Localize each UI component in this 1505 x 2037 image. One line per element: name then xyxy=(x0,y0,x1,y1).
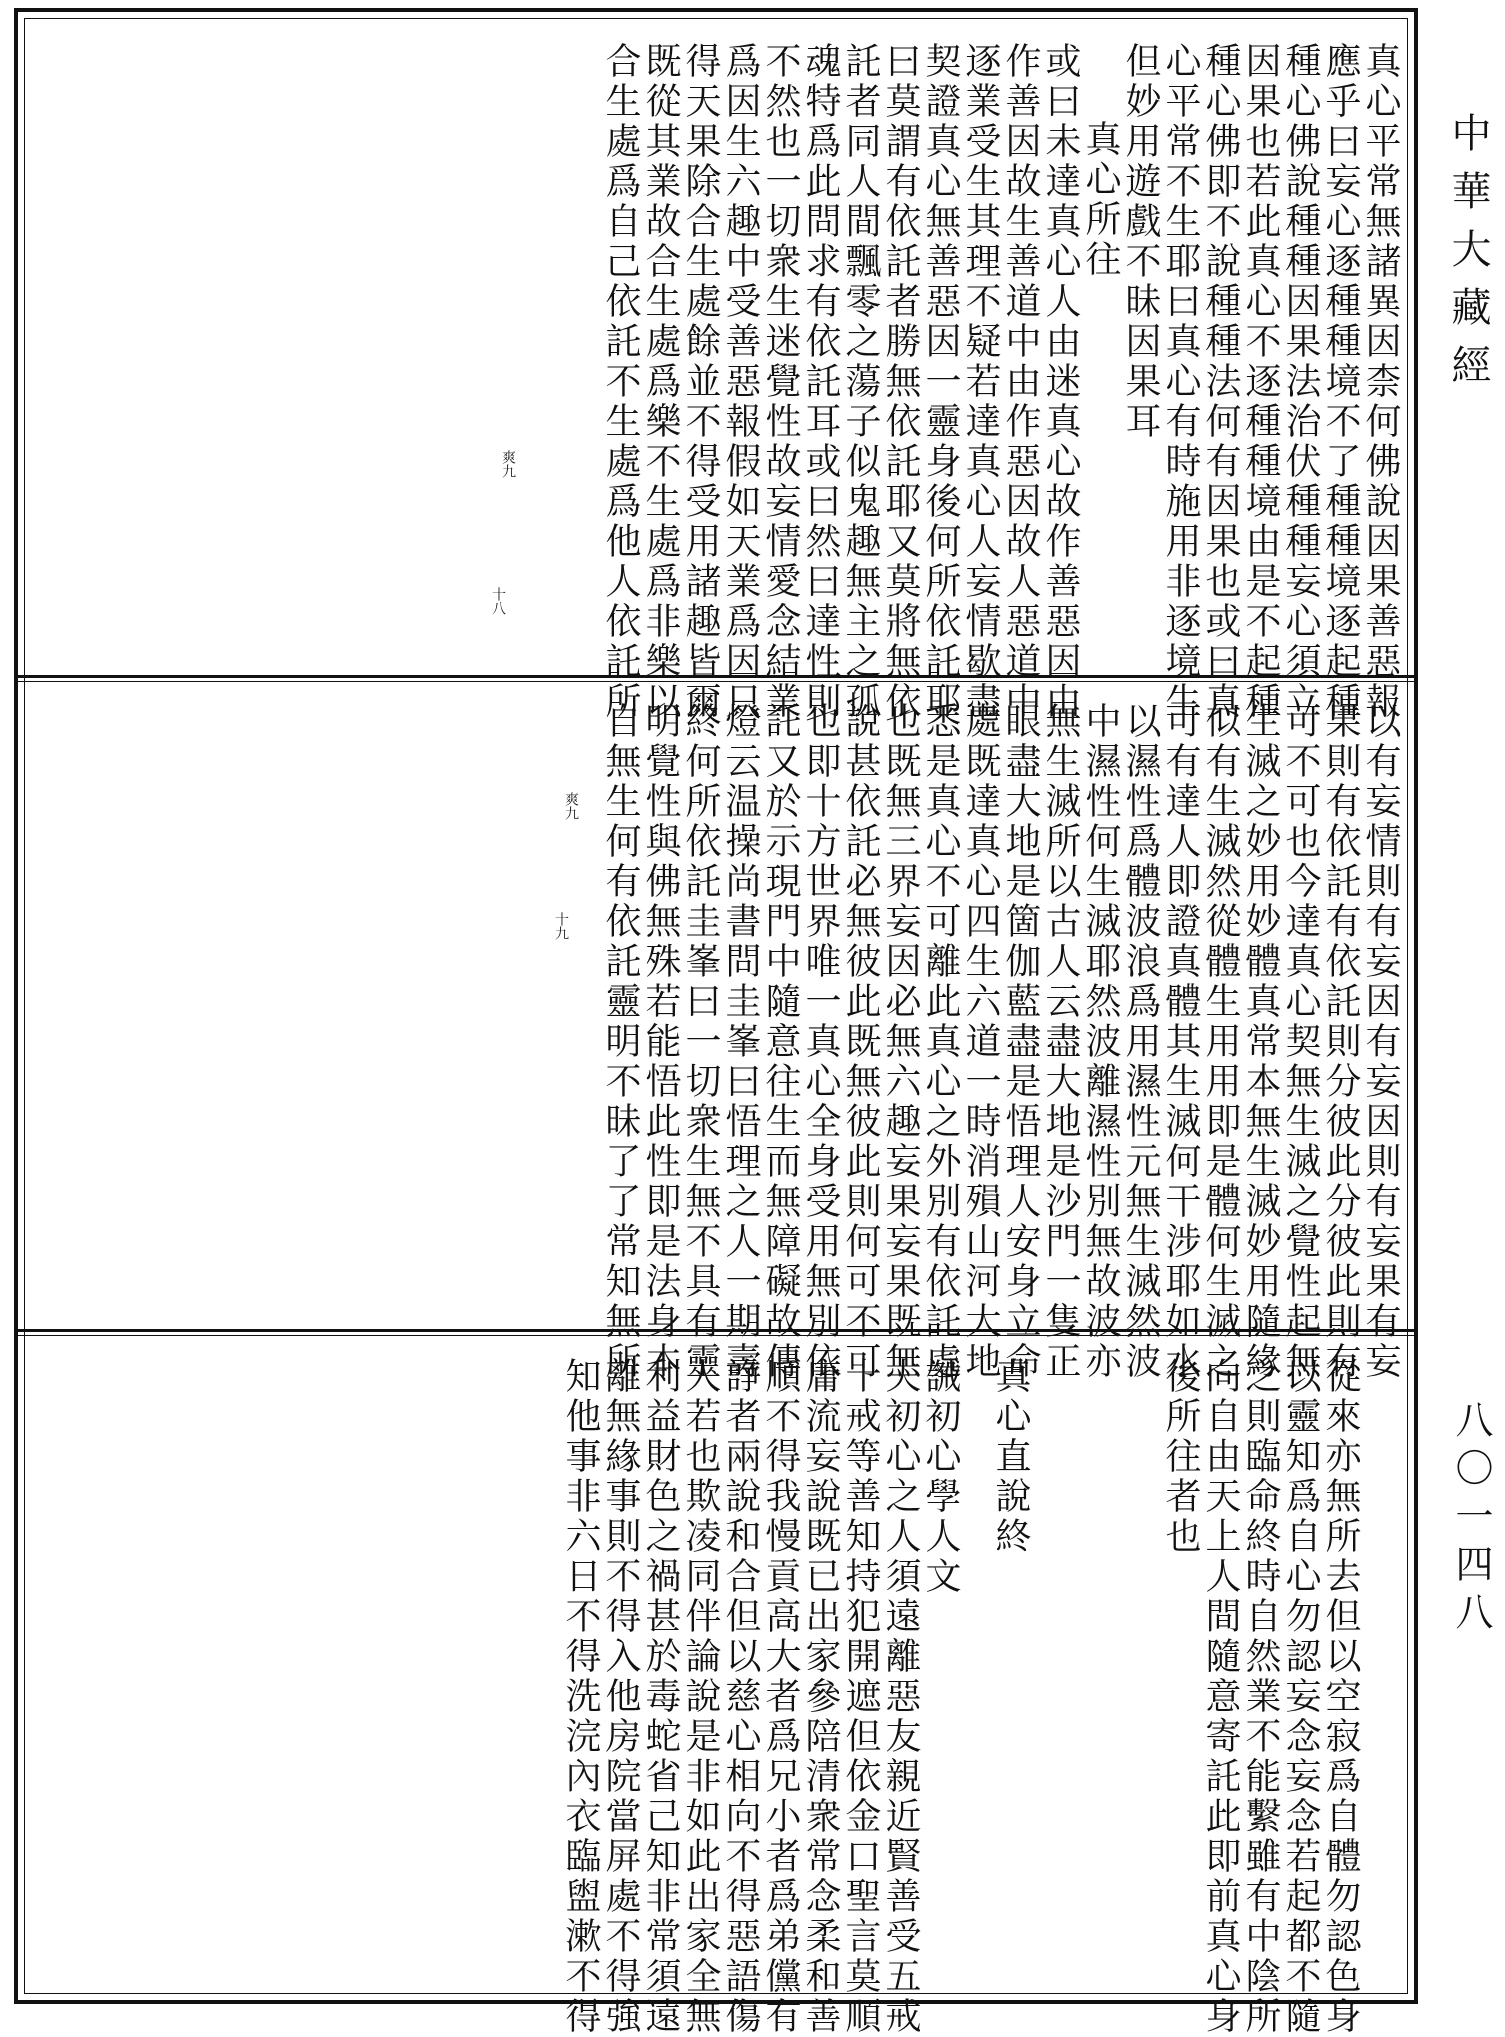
text-column: 種心佛說種種因果法治伏種種妄心須立 xyxy=(1280,42,1321,722)
text-column: 處既達真心四生六道一時消殞山河大地 xyxy=(960,702,1001,1382)
text-column: 似有生滅然從體生用用即是體何生滅之 xyxy=(1200,702,1241,1382)
text-column: 果則有依託有依託則分彼此分彼此則有 xyxy=(1320,702,1361,1382)
margin-note: 十九 xyxy=(553,912,569,940)
blank-column xyxy=(1030,1357,1160,1987)
text-column: 諍者兩說和合但以慈心相向不得惡語傷 xyxy=(720,1357,761,2037)
page-frame xyxy=(14,8,1418,2037)
section-heading: 真心所往 xyxy=(1080,120,1121,280)
text-column: 得天果除合生處餘並不得受用諸趣皆爾 xyxy=(680,42,721,722)
text-column: 夫初心之人須遠離惡友親近賢善受五戒 xyxy=(880,1357,921,2037)
text-column: 燈云温操尚書問圭峯曰悟理之人一期壽 xyxy=(720,702,761,1382)
text-column: 也既無三界妄因必無六趣妄果妄果既無 xyxy=(880,702,921,1382)
margin-note: 爽九 xyxy=(500,450,516,478)
text-column: 後所往者也 xyxy=(1160,1357,1201,1557)
margin-note: 爽九 xyxy=(563,792,579,820)
text-column: 庸流妄說既已出家參陪清衆常念柔和善 xyxy=(800,1357,841,2037)
text-column: 託又於示現門中隨意往生而無障礙故傳 xyxy=(760,702,801,1382)
text-column: 曰莫謂有依託者勝無依託耶又莫將無依 xyxy=(880,42,921,722)
text-column: 也即十方世界唯一真心全身受用無別依 xyxy=(800,702,841,1382)
text-end-marker: 真心直說終 xyxy=(990,1357,1031,1557)
text-column: 無生滅所以古人云盡大地是沙門一隻正 xyxy=(1040,702,1081,1382)
text-column: 不然也一切衆生迷覺性故妄情愛念結業 xyxy=(760,42,801,722)
text-column: 作善因故生善道中由作惡因故人惡道中 xyxy=(1000,42,1041,722)
text-column: 以靈知爲自心勿認妄念妄念若起都不隨 xyxy=(1280,1357,1321,2037)
text-column: 之則臨命終時自然業不能繫雖有中陰所 xyxy=(1240,1357,1281,2037)
panel-top xyxy=(36,42,1401,722)
text-column: 中濕性何生滅耶然波離濕性別無故波亦 xyxy=(1080,702,1121,1382)
text-column: 說甚依託必無彼此既無彼此則何可不可 xyxy=(840,702,881,1382)
text-column: 人若也欺凌同伴論說是非如此出家全無 xyxy=(680,1357,721,2037)
section-heading: 誡初心學人文 xyxy=(920,1357,961,1597)
text-column: 託者同人間飄零之蕩子似鬼趣無主之孤 xyxy=(840,42,881,722)
blank-column xyxy=(1360,1357,1400,1987)
margin-note: 十八 xyxy=(490,587,506,615)
blank-column xyxy=(960,1357,990,1987)
text-column: 順不得我慢貢高大者爲兄小者爲弟儻有 xyxy=(760,1357,801,2037)
text-column: 眼盡大地是箇伽藍盡是悟理人安身立命 xyxy=(1000,702,1041,1382)
text-column: 可不可也今達真心契無生滅之覺性起無 xyxy=(1280,702,1321,1382)
text-column: 知他事非六日不得洗浣內衣臨盥漱不得 xyxy=(560,1357,601,2037)
text-column: 以有妄情則有妄因有妄因則有妄果有妄 xyxy=(1360,702,1401,1382)
text-column: 既從其業故合生處爲樂不生處爲非樂以 xyxy=(640,42,681,722)
text-column: 契證真心無善惡因一靈身後何所依託耶 xyxy=(920,42,961,722)
text-column: 明覺性與佛無殊若能悟此性即是法身本 xyxy=(640,702,681,1382)
text-column: 但妙用遊戲不昧因果耳 xyxy=(1120,42,1161,442)
text-column: 從來亦無所去但以空寂爲自體勿認色身 xyxy=(1320,1357,1361,2037)
collection-title: 中華大藏經 xyxy=(1445,112,1491,402)
text-column: 因果也若此真心不逐種種境由是不起種 xyxy=(1240,42,1281,722)
text-column: 真心平常無諸異因柰何佛說因果善惡報 xyxy=(1360,42,1401,722)
text-column: 以濕性爲體波浪爲用濕性元無生滅然波 xyxy=(1120,702,1161,1382)
text-column: 悉是真心不可離此真心之外別有依託處 xyxy=(920,702,961,1382)
panel-middle xyxy=(36,702,1401,1382)
text-column: 合生處爲自己依託不生處爲他人依託所 xyxy=(600,42,641,722)
text-column: 向自由天上人間隨意寄託此即前真心身 xyxy=(1200,1357,1241,2037)
page-number: 八〇一四八 xyxy=(1449,1400,1493,1640)
text-column: 心平常不生耶曰真心有時施用非逐境生 xyxy=(1160,42,1201,722)
panel-bottom xyxy=(36,1357,1396,2037)
text-column: 爲因生六趣中受善惡報假如天業爲因只 xyxy=(720,42,761,722)
text-column: 種心佛即不說種種法何有因果也或曰真 xyxy=(1200,42,1241,722)
text-column: 利益財色之禍甚於毒蛇省己知非常須遠 xyxy=(640,1357,681,2037)
text-column: 魂特爲此問求有依託耳或曰然曰達性則 xyxy=(800,42,841,722)
text-column: 逐業受生其理不疑若達真心人妄情歇盡 xyxy=(960,42,1001,722)
text-column: 或曰未達真心人由迷真心故作善惡因由 xyxy=(1040,42,1081,722)
text-column: 自無生何有依託靈明不昧了了常知無所 xyxy=(600,702,641,1382)
text-column: 十戒等善知持犯開遮但依金口聖言莫順 xyxy=(840,1357,881,2037)
panel-middle-columns xyxy=(600,702,1401,1382)
text-column: 應乎曰妄心逐種種境不了種種境逐起種 xyxy=(1320,42,1361,722)
text-column: 可有達人即證真體其生滅何干涉耶如水 xyxy=(1160,702,1201,1382)
panel-bottom-columns xyxy=(560,1357,1400,2037)
text-column: 終何所依託圭峯曰一切衆生無不具有靈 xyxy=(680,702,721,1382)
text-column: 生滅之妙用妙體真常本無生滅妙用隨緣 xyxy=(1240,702,1281,1382)
text-column: 離無緣事則不得入他房院當屏處不得強 xyxy=(600,1357,641,2037)
panel-top-columns xyxy=(600,42,1401,722)
